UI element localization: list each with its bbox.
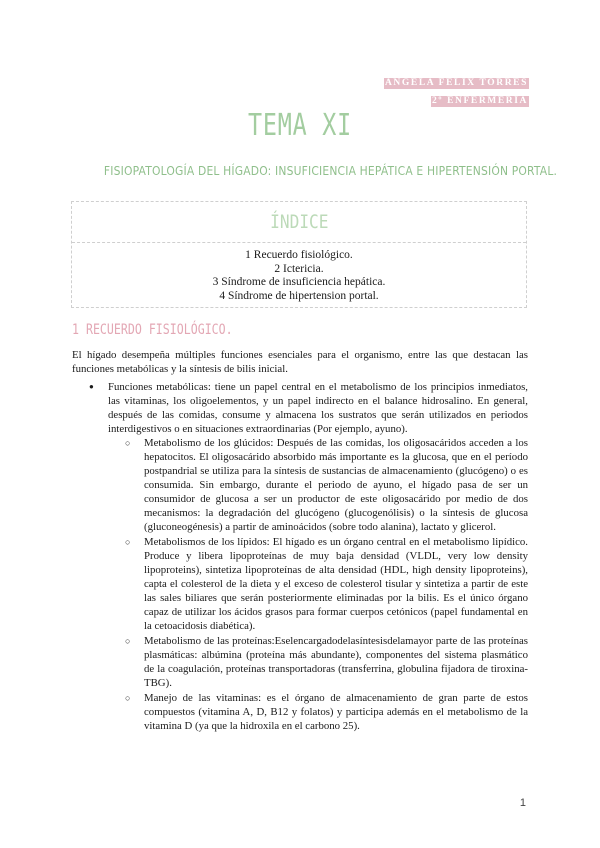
sub-bullet-text: Metabolismo de los glúcidos: Después de las comidas, los oligosacáridos acceden a los hepatocitos. El oligosacárido absorbido más importante es la glucosa, que en el período postpandrial se utiliza para la síntesis de sustancias de almacenamiento (glucógeno) o es consumida. Sin embargo, durante el periodo de ayuno, el hígado pasa de ser un consumidor de glucosa a ser un productor de este oligosacárido por medio de dos mecanismos: la degradación del glucógeno (glucogenólisis) o la síntesis de glucosa (gluconeogénesis) a partir de aminoácidos (sobre todo alanina), lactato y glicerol. [144,437,528,533]
page-subtitle: FISIOPATOLOGÍA DEL HÍGADO: INSUFICIENCIA HEPÁTICA E HIPERTENSIÓN PORTAL. [103,163,558,178]
bullet-circle-icon: ○ [125,693,131,703]
bullet-text: Funciones metabólicas: tiene un papel central en el metabolismo de los principios inmediatos, las vitaminas, los oligoelementos, y un papel indirecto en el balance hidrosalino. En general, después de las comidas, consume y almacena los sustratos que serán utilizados en periodos interdigestivos o en situaciones extraordinarias (Por ejemplo, ayuno). [108,381,528,435]
index-item: 2 Ictericia. [274,262,324,275]
intro-paragraph: El hígado desempeña múltiples funciones esenciales para el organismo, entre las que destacan las funciones metabólicas y la síntesis de bilis inicial. [72,349,528,375]
bullet-item [72,380,528,436]
index-heading: ÍNDICE [269,211,329,233]
sub-bullet-item [72,634,528,690]
sub-bullet-text: Metabolismos de los lípidos: El hígado es un órgano central en el metabolismo lipídico. Produce y libera lipoproteínas de muy baja densidad (VLDL, very low density lipoproteins), sintetiza lipoproteínas de alta densidad (HDL, high density lipoproteins), capta el colesterol de la dieta y el exceso de colesterol tisular y sintetiza a partir de este las sales biliares que serán posteriormente eliminadas por la bilis. Es el único órgano capaz de utilizar los ácidos grasos para formar cuerpos cetónicos (papel fundamental en la cetoacidosis diabética). [144,536,528,632]
sub-bullet-text: Metabolismo de las proteínas:Eselencargadodelasíntesisdelamayor parte de las proteínas plasmáticas: albúmina (proteína más abundante), componentes del sistema plasmático de la coagulación, proteínas transportadoras (transferrina, globulina fijadora de tiroxina-TBG). [144,635,528,689]
section-heading: 1 RECUERDO FISIOLÓGICO. [72,322,233,338]
index-box [71,201,527,308]
author-name: ANGELA FELIX TORRES [384,78,528,88]
bullet-circle-icon: ○ [125,636,131,646]
author-badge [384,72,529,108]
sub-bullet-text: Manejo de las vitaminas: es el órgano de almacenamiento de gran parte de estos compuestos (vitamina A, D, B12 y folatos) y participa además en el metabolismo de la vitamina D (ya que la hidroxila en el carbono 25). [144,692,528,732]
bullet-circle-icon: ○ [125,537,131,547]
index-item: 3 Síndrome de insuficiencia hepática. [212,276,386,288]
bullet-circle-icon: ○ [125,438,131,448]
index-item: 1 Recuerdo fisiológico. [245,249,353,261]
sub-bullet-item [72,535,528,633]
sub-bullet-item [72,691,528,733]
page-title: TEMA XI [247,108,353,143]
page-number: 1 [519,797,526,809]
bullet-dot-icon: ● [89,382,94,391]
index-header [72,202,526,243]
index-list [72,243,526,303]
author-course: 2º ENFERMERÍA [432,96,528,106]
sub-bullet-item [72,436,528,534]
section-body [72,348,528,734]
index-item: 4 Síndrome de hipertension portal. [219,289,379,302]
